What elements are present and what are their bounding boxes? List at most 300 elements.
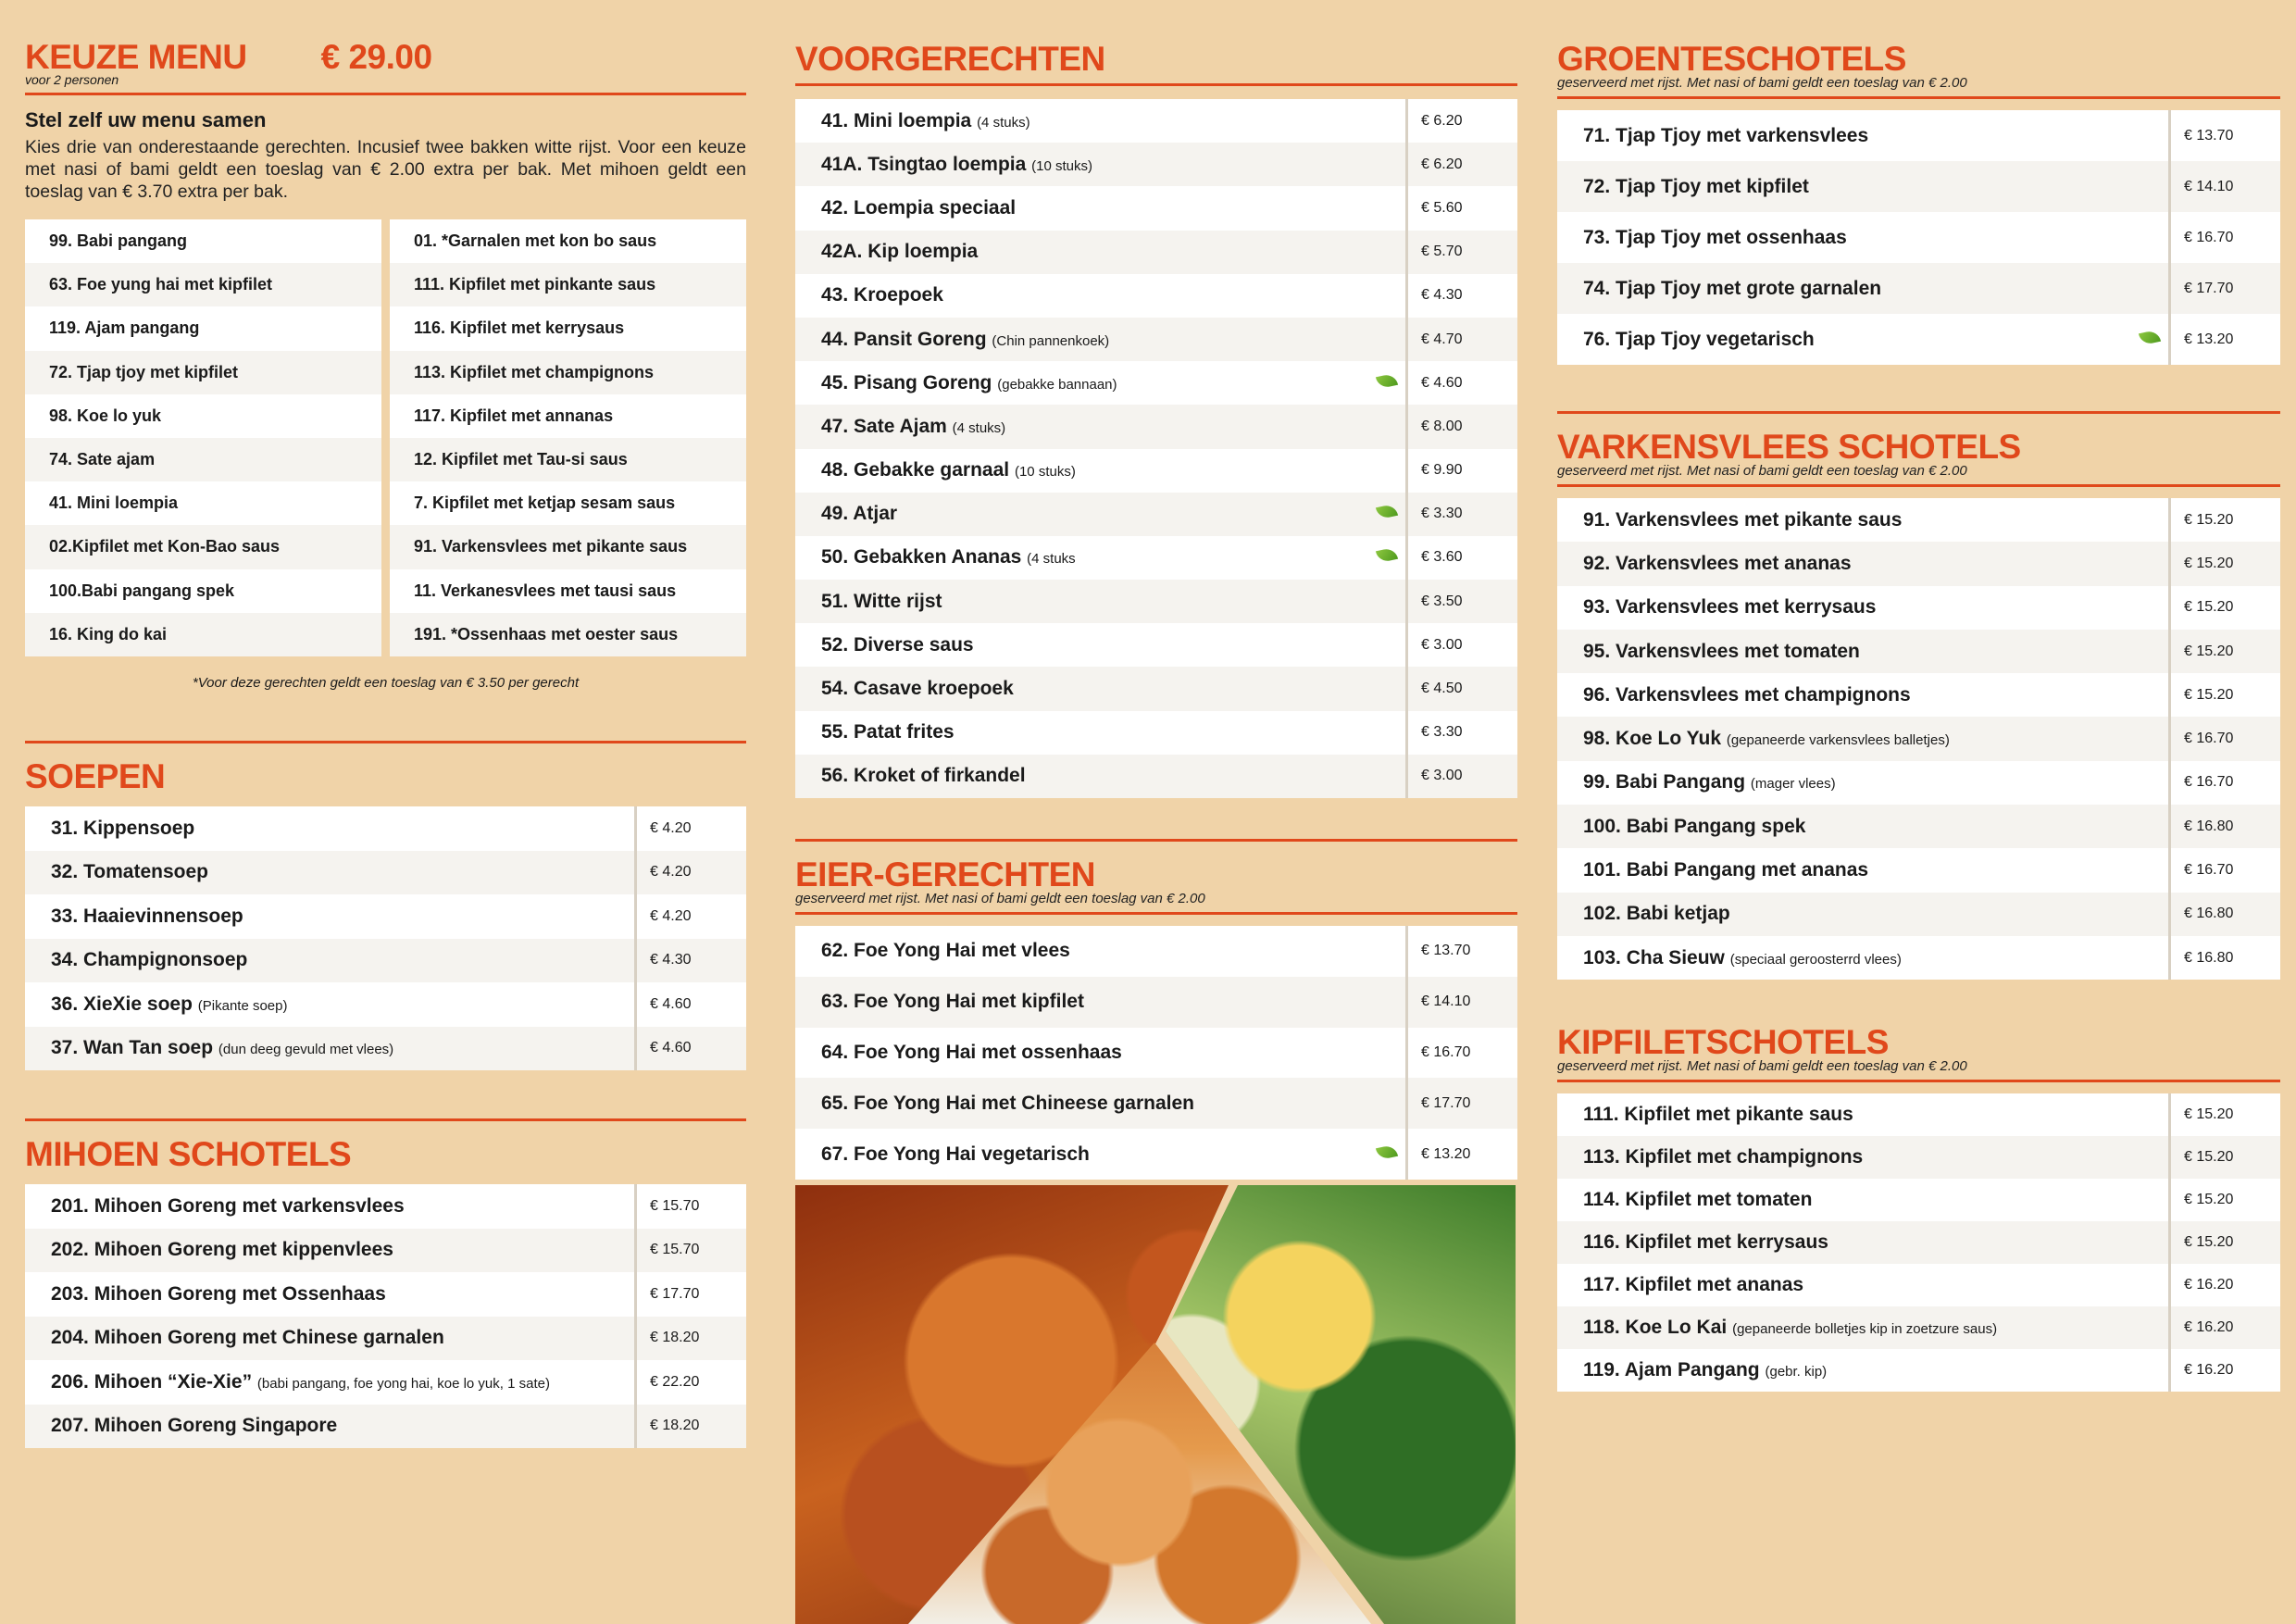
soepen-section bbox=[25, 741, 746, 1070]
menu-item-name: 32. Tomatensoep bbox=[51, 861, 208, 883]
keuze-item: 16. King do kai bbox=[25, 613, 381, 656]
soepen-title: SOEPEN bbox=[25, 757, 166, 795]
eier-title: EIER-GERECHTEN bbox=[795, 856, 1095, 893]
keuze-item: 111. Kipfilet met pinkante saus bbox=[390, 263, 746, 306]
menu-item-name-cell bbox=[795, 1129, 1368, 1180]
menu-item-note: (dun deeg gevuld met vlees) bbox=[218, 1042, 394, 1058]
vegetarian-cell bbox=[2131, 1179, 2170, 1221]
keuze-item: 01. *Garnalen met kon bo saus bbox=[414, 231, 657, 251]
vegetarian-cell bbox=[597, 1360, 636, 1405]
keuze-item-row bbox=[390, 525, 746, 568]
menu-item-row bbox=[795, 1028, 1517, 1079]
keuze-item: 72. Tjap tjoy met kipfilet bbox=[25, 351, 381, 394]
section-divider bbox=[1557, 411, 2280, 414]
menu-item-name-cell bbox=[795, 405, 1368, 448]
section-divider bbox=[795, 839, 1517, 842]
menu-item-row bbox=[795, 536, 1517, 580]
menu-item-name: 96. Varkensvlees met champignons bbox=[1583, 683, 1911, 706]
menu-item-price: € 15.20 bbox=[2170, 1221, 2281, 1264]
vegetarian-cell bbox=[2131, 586, 2170, 630]
menu-item-name: 63. Foe Yong Hai met kipfilet bbox=[821, 991, 1084, 1013]
menu-item-note: (gepaneerde varkensvlees balletjes) bbox=[1726, 732, 1950, 749]
vegetarian-cell bbox=[1368, 318, 1407, 361]
groente-table bbox=[1557, 110, 2280, 365]
menu-item-name-cell bbox=[1557, 263, 2131, 314]
menu-item-price: € 15.70 bbox=[636, 1184, 747, 1229]
menu-item-name: 202. Mihoen Goreng met kippenvlees bbox=[51, 1239, 393, 1261]
vegetarian-cell bbox=[597, 939, 636, 983]
menu-item-price: € 3.30 bbox=[1407, 711, 1518, 755]
vegetarian-cell bbox=[2131, 1093, 2170, 1136]
varkens-title: VARKENSVLEES SCHOTELS bbox=[1557, 428, 2021, 466]
varkens-section bbox=[1557, 411, 2280, 980]
menu-item-price: € 3.50 bbox=[1407, 580, 1518, 623]
menu-item-name-cell bbox=[1557, 893, 2131, 936]
vegetarian-cell bbox=[1368, 623, 1407, 667]
groente-subtitle: geserveerd met rijst. Met nasi of bami geldt een toeslag van € 2.00 bbox=[1557, 75, 1967, 91]
menu-item-name: 37. Wan Tan soep bbox=[51, 1037, 214, 1059]
menu-item-name: 42. Loempia speciaal bbox=[821, 196, 1017, 219]
menu-item-name: 76. Tjap Tjoy vegetarisch bbox=[1583, 328, 1815, 350]
menu-item-price: € 16.20 bbox=[2170, 1264, 2281, 1306]
menu-item-name: 31. Kippensoep bbox=[51, 817, 195, 839]
mihoen-title: MIHOEN SCHOTELS bbox=[25, 1135, 352, 1173]
menu-item-row bbox=[25, 982, 746, 1027]
vegetarian-cell bbox=[1368, 361, 1407, 405]
menu-item-note: (babi pangang, foe yong hai, koe lo yuk, 1 sate) bbox=[256, 1375, 550, 1392]
menu-item-name: 51. Witte rijst bbox=[821, 590, 942, 612]
menu-item-row bbox=[25, 894, 746, 939]
menu-item-name-cell bbox=[1557, 1093, 2131, 1136]
menu-item-row bbox=[25, 939, 746, 983]
menu-item-name-cell bbox=[795, 99, 1368, 143]
keuze-item-row bbox=[390, 613, 746, 656]
keuze-menu-section bbox=[25, 39, 746, 691]
voorgerechten-title: VOORGERECHTEN bbox=[795, 40, 1105, 78]
menu-item-name: 116. Kipfilet met kerrysaus bbox=[1583, 1231, 1828, 1253]
menu-item-row bbox=[1557, 110, 2280, 161]
menu-item-row bbox=[795, 405, 1517, 448]
menu-item-row bbox=[25, 1317, 746, 1361]
menu-item-name-cell bbox=[25, 1229, 597, 1273]
keuze-item-row bbox=[390, 438, 746, 481]
vegetarian-cell bbox=[1368, 405, 1407, 448]
menu-item-name-cell bbox=[795, 143, 1368, 186]
eier-subtitle: geserveerd met rijst. Met nasi of bami geldt een toeslag van € 2.00 bbox=[795, 891, 1205, 906]
menu-item-name: 71. Tjap Tjoy met varkensvlees bbox=[1583, 124, 1869, 146]
menu-item-price: € 15.20 bbox=[2170, 542, 2281, 585]
menu-item-row bbox=[795, 1129, 1517, 1180]
vegetarian-cell bbox=[1368, 977, 1407, 1028]
menu-item-name-cell bbox=[1557, 630, 2131, 673]
menu-item-row bbox=[25, 1360, 746, 1405]
menu-item-name-cell bbox=[795, 274, 1368, 318]
keuze-list-right bbox=[390, 219, 746, 656]
menu-item-row bbox=[1557, 1093, 2280, 1136]
menu-item-name: 101. Babi Pangang met ananas bbox=[1583, 859, 1869, 881]
keuze-menu-footnote: *Voor deze gerechten geldt een toeslag van € 3.50 per gerecht bbox=[192, 674, 580, 691]
vegetarian-cell bbox=[2131, 717, 2170, 760]
menu-item-name: 73. Tjap Tjoy met ossenhaas bbox=[1583, 226, 1847, 248]
keuze-item: 74. Sate ajam bbox=[25, 438, 381, 481]
menu-item-row bbox=[795, 711, 1517, 755]
eier-section bbox=[795, 839, 1517, 1180]
menu-item-name: 118. Koe Lo Kai bbox=[1583, 1317, 1728, 1338]
menu-item-price: € 16.70 bbox=[1407, 1028, 1518, 1079]
keuze-item: 91. Varkensvlees met pikante saus bbox=[390, 525, 746, 568]
menu-item-name: 117. Kipfilet met ananas bbox=[1583, 1274, 1804, 1295]
menu-item-name: 93. Varkensvlees met kerrysaus bbox=[1583, 596, 1877, 618]
menu-item-name-cell bbox=[1557, 498, 2131, 542]
kipfilet-title: KIPFILETSCHOTELS bbox=[1557, 1023, 1889, 1061]
menu-item-row bbox=[795, 1078, 1517, 1129]
vegetarian-cell bbox=[1368, 1078, 1407, 1129]
menu-item-price: € 16.70 bbox=[2170, 717, 2281, 760]
keuze-item-row bbox=[390, 569, 746, 613]
keuze-item-row bbox=[390, 351, 746, 394]
section-divider bbox=[25, 741, 746, 743]
menu-item-name-cell bbox=[1557, 717, 2131, 760]
soepen-table bbox=[25, 806, 746, 1070]
menu-item-row bbox=[1557, 212, 2280, 263]
menu-item-price: € 4.60 bbox=[636, 982, 747, 1027]
voorgerechten-section bbox=[795, 41, 1517, 798]
keuze-item-row bbox=[25, 613, 381, 656]
keuze-list-left bbox=[25, 219, 381, 656]
menu-item-name: 67. Foe Yong Hai vegetarisch bbox=[821, 1143, 1090, 1165]
varkens-subtitle: geserveerd met rijst. Met nasi of bami geldt een toeslag van € 2.00 bbox=[1557, 463, 1967, 479]
section-divider bbox=[795, 912, 1517, 915]
menu-item-row bbox=[1557, 1264, 2280, 1306]
menu-item-name-cell bbox=[795, 926, 1368, 977]
menu-item-name-cell bbox=[25, 894, 597, 939]
menu-item-name-cell bbox=[795, 449, 1368, 493]
keuze-item: 116. Kipfilet met kerrysaus bbox=[414, 319, 625, 338]
keuze-item-row bbox=[25, 525, 381, 568]
vegetarian-cell bbox=[2131, 1136, 2170, 1179]
menu-item-row bbox=[25, 1272, 746, 1317]
menu-item-name-cell bbox=[25, 1360, 597, 1405]
menu-item-row bbox=[1557, 1179, 2280, 1221]
keuze-item-row bbox=[25, 219, 381, 263]
menu-item-name: 33. Haaievinnensoep bbox=[51, 905, 243, 927]
menu-item-row bbox=[25, 1405, 746, 1449]
menu-item-name-cell bbox=[795, 755, 1368, 798]
keuze-item: 191. *Ossenhaas met oester saus bbox=[390, 613, 746, 656]
menu-item-name-cell bbox=[1557, 110, 2131, 161]
menu-item-price: € 4.60 bbox=[1407, 361, 1518, 405]
menu-item-name-cell bbox=[1557, 761, 2131, 805]
menu-item-name-cell bbox=[25, 851, 597, 895]
eier-table bbox=[795, 926, 1517, 1180]
menu-item-name: 47. Sate Ajam bbox=[821, 415, 947, 437]
menu-item-name-cell bbox=[1557, 161, 2131, 212]
vegetarian-leaf-icon bbox=[1376, 373, 1398, 389]
menu-item-name-cell bbox=[25, 1405, 597, 1449]
menu-item-row bbox=[795, 580, 1517, 623]
menu-item-note: (10 stuks) bbox=[1014, 464, 1076, 481]
menu-item-price: € 9.90 bbox=[1407, 449, 1518, 493]
keuze-menu-persons: voor 2 personen bbox=[25, 72, 119, 87]
vegetarian-cell bbox=[1368, 186, 1407, 230]
menu-item-name: 203. Mihoen Goreng met Ossenhaas bbox=[51, 1282, 386, 1305]
menu-item-price: € 15.20 bbox=[2170, 630, 2281, 673]
menu-item-row bbox=[25, 1184, 746, 1229]
keuze-item: 117. Kipfilet met annanas bbox=[414, 406, 614, 425]
section-divider bbox=[1557, 1080, 2280, 1082]
menu-item-name: 48. Gebakke garnaal bbox=[821, 459, 1010, 481]
vegetarian-cell bbox=[2131, 1306, 2170, 1349]
vegetarian-leaf-icon bbox=[1376, 504, 1398, 519]
menu-item-row bbox=[25, 806, 746, 851]
keuze-item: 119. Ajam pangang bbox=[49, 319, 200, 338]
vegetarian-cell bbox=[597, 1272, 636, 1317]
menu-item-row bbox=[1557, 542, 2280, 585]
vegetarian-cell bbox=[1368, 493, 1407, 536]
keuze-item-row bbox=[25, 394, 381, 438]
vegetarian-cell bbox=[597, 982, 636, 1027]
groente-section bbox=[1557, 41, 2280, 365]
menu-item-name: 206. Mihoen “Xie-Xie” bbox=[51, 1370, 253, 1393]
menu-item-row bbox=[25, 1027, 746, 1071]
menu-item-price: € 14.10 bbox=[1407, 977, 1518, 1028]
menu-item-name-cell bbox=[795, 711, 1368, 755]
menu-item-price: € 16.80 bbox=[2170, 936, 2281, 980]
menu-item-price: € 18.20 bbox=[636, 1317, 747, 1361]
vegetarian-cell bbox=[2131, 1349, 2170, 1392]
menu-item-price: € 15.20 bbox=[2170, 1136, 2281, 1179]
vegetarian-cell bbox=[2131, 110, 2170, 161]
menu-item-row bbox=[1557, 936, 2280, 980]
menu-item-name: 43. Kroepoek bbox=[821, 284, 943, 306]
menu-item-price: € 4.20 bbox=[636, 894, 747, 939]
keuze-item-row bbox=[25, 438, 381, 481]
menu-item-name: 92. Varkensvlees met ananas bbox=[1583, 552, 1852, 574]
menu-item-name: 91. Varkensvlees met pikante saus bbox=[1583, 508, 1903, 531]
vegetarian-cell bbox=[2131, 893, 2170, 936]
vegetarian-cell bbox=[2131, 936, 2170, 980]
vegetarian-cell bbox=[1368, 536, 1407, 580]
menu-item-name: 42A. Kip loempia bbox=[821, 241, 979, 263]
menu-item-row bbox=[795, 926, 1517, 977]
vegetarian-cell bbox=[597, 894, 636, 939]
menu-item-name-cell bbox=[1557, 542, 2131, 585]
menu-item-name-cell bbox=[1557, 1349, 2131, 1392]
menu-item-price: € 4.20 bbox=[636, 806, 747, 851]
menu-item-name: 41. Mini loempia bbox=[821, 109, 972, 131]
vegetarian-cell bbox=[2131, 673, 2170, 717]
keuze-item-row bbox=[25, 306, 381, 350]
vegetarian-cell bbox=[2131, 161, 2170, 212]
menu-item-name: 74. Tjap Tjoy met grote garnalen bbox=[1583, 277, 1882, 299]
menu-item-name: 113. Kipfilet met champignons bbox=[1583, 1146, 1864, 1168]
keuze-menu-subtitle: Stel zelf uw menu samen bbox=[25, 108, 267, 131]
menu-item-name-cell bbox=[1557, 212, 2131, 263]
menu-item-name-cell bbox=[1557, 1306, 2131, 1349]
vegetarian-cell bbox=[1368, 580, 1407, 623]
menu-item-name-cell bbox=[1557, 1264, 2131, 1306]
menu-item-price: € 3.00 bbox=[1407, 755, 1518, 798]
section-divider bbox=[1557, 96, 2280, 99]
keuze-item-row bbox=[390, 306, 746, 350]
menu-item-price: € 13.70 bbox=[1407, 926, 1518, 977]
keuze-item-row bbox=[390, 219, 746, 263]
menu-item-price: € 4.50 bbox=[1407, 667, 1518, 710]
vegetarian-cell bbox=[2131, 805, 2170, 848]
menu-item-name-cell bbox=[25, 1184, 597, 1229]
menu-item-note: (4 stuks) bbox=[952, 419, 1006, 436]
menu-item-price: € 16.70 bbox=[2170, 848, 2281, 892]
menu-item-name-cell bbox=[25, 806, 597, 851]
menu-item-name-cell bbox=[1557, 848, 2131, 892]
vegetarian-cell bbox=[597, 1184, 636, 1229]
menu-item-name: 114. Kipfilet met tomaten bbox=[1583, 1189, 1813, 1210]
vegetarian-cell bbox=[1368, 274, 1407, 318]
menu-item-row bbox=[795, 186, 1517, 230]
menu-item-name: 62. Foe Yong Hai met vlees bbox=[821, 940, 1070, 962]
vegetarian-leaf-icon bbox=[1376, 1143, 1398, 1159]
menu-item-price: € 6.20 bbox=[1407, 99, 1518, 143]
menu-item-name: 111. Kipfilet met pikante saus bbox=[1583, 1104, 1853, 1125]
vegetarian-cell bbox=[1368, 1129, 1407, 1180]
menu-item-note: (10 stuks) bbox=[1031, 157, 1093, 174]
keuze-item: 63. Foe yung hai met kipfilet bbox=[25, 263, 381, 306]
vegetarian-cell bbox=[2131, 848, 2170, 892]
vegetarian-cell bbox=[1368, 231, 1407, 274]
menu-item-row bbox=[1557, 1349, 2280, 1392]
keuze-item: 113. Kipfilet met champignons bbox=[390, 351, 746, 394]
keuze-menu-grid bbox=[25, 219, 746, 656]
menu-item-name: 103. Cha Sieuw bbox=[1583, 946, 1725, 968]
menu-item-row bbox=[795, 143, 1517, 186]
menu-item-name-cell bbox=[1557, 1179, 2131, 1221]
keuze-item: 12. Kipfilet met Tau-si saus bbox=[390, 438, 746, 481]
vegetarian-cell bbox=[2131, 263, 2170, 314]
menu-item-row bbox=[795, 667, 1517, 710]
vegetarian-cell bbox=[597, 806, 636, 851]
menu-item-name: 49. Atjar bbox=[821, 503, 898, 525]
menu-item-price: € 13.20 bbox=[1407, 1129, 1518, 1180]
menu-item-name: 36. XieXie soep bbox=[51, 993, 193, 1015]
keuze-menu-price: € 29.00 bbox=[320, 38, 432, 76]
menu-item-price: € 3.30 bbox=[1407, 493, 1518, 536]
menu-item-note: (Chin pannenkoek) bbox=[992, 332, 1110, 349]
keuze-menu-title: KEUZE MENU bbox=[25, 38, 247, 76]
menu-item-name: 52. Diverse saus bbox=[821, 633, 974, 656]
keuze-item-row bbox=[390, 263, 746, 306]
vegetarian-cell bbox=[2131, 1264, 2170, 1306]
menu-item-price: € 15.20 bbox=[2170, 1179, 2281, 1221]
menu-item-note: (4 stuks bbox=[1027, 551, 1076, 568]
vegetarian-cell bbox=[597, 1229, 636, 1273]
keuze-item: 99. Babi pangang bbox=[49, 231, 188, 251]
vegetarian-cell bbox=[1368, 1028, 1407, 1079]
menu-item-row bbox=[1557, 161, 2280, 212]
menu-item-name: 204. Mihoen Goreng met Chinese garnalen bbox=[51, 1327, 444, 1349]
menu-item-name-cell bbox=[795, 493, 1368, 536]
menu-item-price: € 13.70 bbox=[2170, 110, 2281, 161]
menu-item-name: 102. Babi ketjap bbox=[1583, 903, 1730, 925]
food-photo-collage bbox=[795, 1185, 1516, 1624]
menu-item-row bbox=[1557, 586, 2280, 630]
menu-item-name-cell bbox=[1557, 314, 2131, 365]
menu-item-name: 45. Pisang Goreng bbox=[821, 371, 992, 394]
menu-item-name: 95. Varkensvlees met tomaten bbox=[1583, 640, 1860, 662]
vegetarian-leaf-icon bbox=[2139, 329, 2161, 344]
menu-item-name: 64. Foe Yong Hai met ossenhaas bbox=[821, 1041, 1122, 1063]
menu-item-row bbox=[1557, 1221, 2280, 1264]
menu-item-price: € 3.00 bbox=[1407, 623, 1518, 667]
vegetarian-cell bbox=[2131, 498, 2170, 542]
menu-item-price: € 4.30 bbox=[636, 939, 747, 983]
keuze-item: 11. Verkanesvlees met tausi saus bbox=[414, 581, 677, 600]
menu-item-name-cell bbox=[795, 231, 1368, 274]
menu-item-note: (gepaneerde bolletjes kip in zoetzure saus) bbox=[1732, 1321, 1998, 1337]
keuze-item-row bbox=[25, 263, 381, 306]
menu-item-row bbox=[795, 274, 1517, 318]
menu-item-name-cell bbox=[795, 1078, 1368, 1129]
menu-item-price: € 15.20 bbox=[2170, 673, 2281, 717]
menu-item-price: € 4.60 bbox=[636, 1027, 747, 1071]
menu-item-row bbox=[795, 318, 1517, 361]
menu-item-name-cell bbox=[1557, 1136, 2131, 1179]
menu-item-name: 41A. Tsingtao loempia bbox=[821, 153, 1027, 175]
menu-item-price: € 15.70 bbox=[636, 1229, 747, 1273]
menu-item-row bbox=[1557, 263, 2280, 314]
menu-item-name: 56. Kroket of firkandel bbox=[821, 765, 1026, 787]
menu-item-price: € 14.10 bbox=[2170, 161, 2281, 212]
menu-item-name: 34. Champignonsoep bbox=[51, 949, 248, 971]
vegetarian-cell bbox=[2131, 314, 2170, 365]
menu-item-name: 119. Ajam Pangang bbox=[1583, 1359, 1760, 1380]
menu-item-price: € 16.20 bbox=[2170, 1306, 2281, 1349]
menu-item-price: € 5.70 bbox=[1407, 231, 1518, 274]
menu-item-name: 65. Foe Yong Hai met Chineese garnalen bbox=[821, 1092, 1195, 1114]
keuze-item: 7. Kipfilet met ketjap sesam saus bbox=[414, 493, 676, 513]
menu-item-price: € 4.70 bbox=[1407, 318, 1518, 361]
vegetarian-cell bbox=[597, 851, 636, 895]
menu-item-note: (gebr. kip) bbox=[1765, 1364, 1828, 1380]
vegetarian-cell bbox=[1368, 926, 1407, 977]
menu-item-name-cell bbox=[795, 667, 1368, 710]
vegetarian-cell bbox=[1368, 449, 1407, 493]
menu-item-name-cell bbox=[795, 361, 1368, 405]
vegetarian-cell bbox=[2131, 1221, 2170, 1264]
vegetarian-cell bbox=[1368, 143, 1407, 186]
menu-item-name: 50. Gebakken Ananas bbox=[821, 546, 1022, 568]
menu-item-name-cell bbox=[795, 580, 1368, 623]
varkens-table bbox=[1557, 498, 2280, 980]
menu-item-row bbox=[795, 977, 1517, 1028]
menu-item-price: € 4.20 bbox=[636, 851, 747, 895]
menu-item-name-cell bbox=[1557, 586, 2131, 630]
groente-title: GROENTESCHOTELS bbox=[1557, 40, 1906, 78]
menu-item-note: (speciaal geroosterrd vlees) bbox=[1729, 951, 1902, 968]
menu-item-name-cell bbox=[795, 318, 1368, 361]
menu-item-row bbox=[1557, 314, 2280, 365]
menu-item-price: € 17.70 bbox=[2170, 263, 2281, 314]
menu-item-name-cell bbox=[795, 536, 1368, 580]
menu-item-name-cell bbox=[1557, 1221, 2131, 1264]
menu-item-price: € 5.60 bbox=[1407, 186, 1518, 230]
menu-item-row bbox=[1557, 805, 2280, 848]
menu-item-price: € 15.20 bbox=[2170, 1093, 2281, 1136]
menu-item-name: 207. Mihoen Goreng Singapore bbox=[51, 1415, 338, 1437]
menu-item-row bbox=[1557, 893, 2280, 936]
voorgerechten-table bbox=[795, 99, 1517, 798]
keuze-item-row bbox=[25, 481, 381, 525]
menu-item-price: € 15.20 bbox=[2170, 498, 2281, 542]
